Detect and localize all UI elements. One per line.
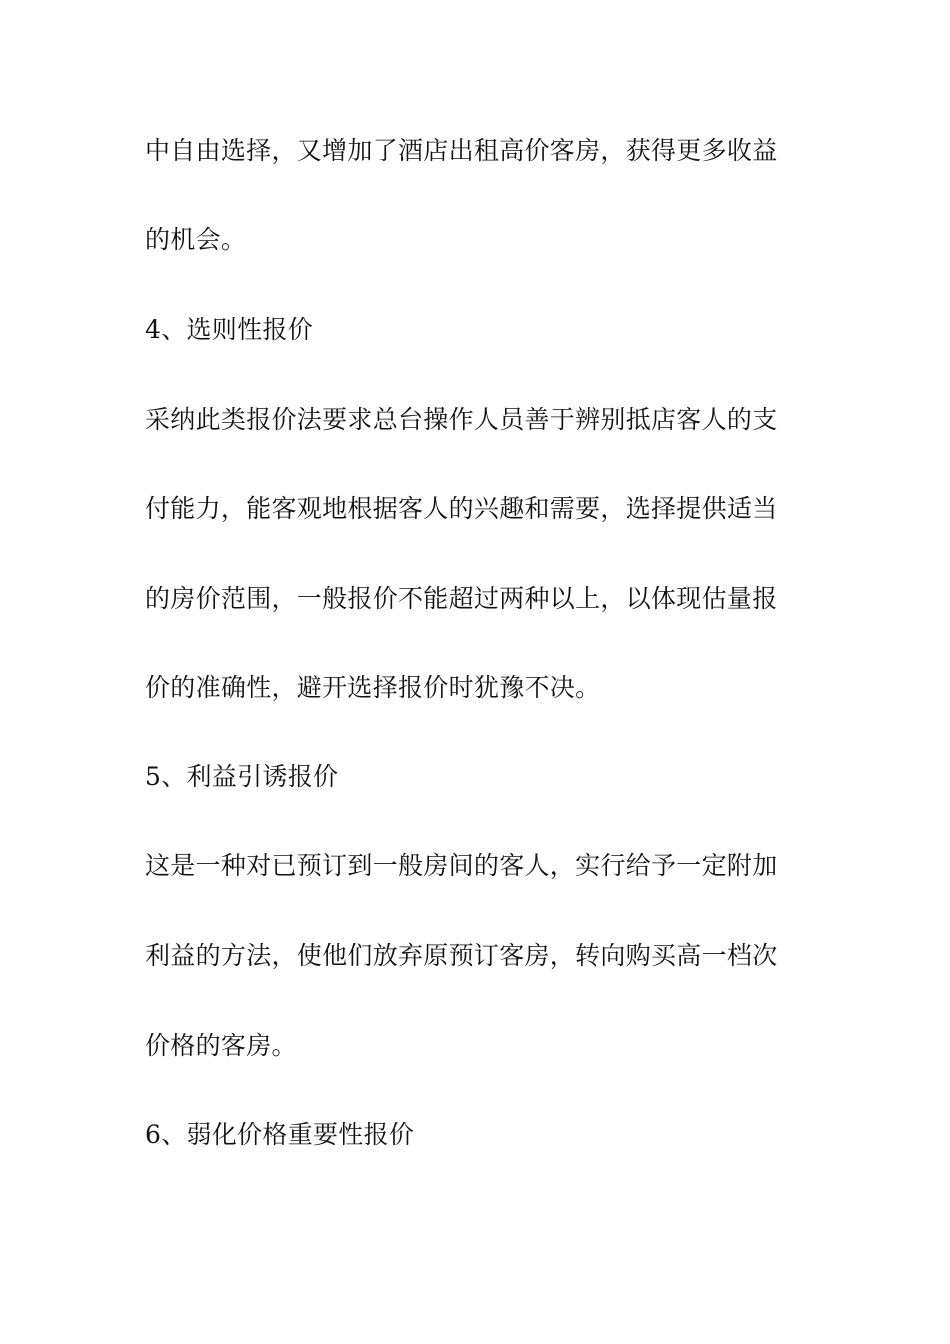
paragraph-line: 采纳此类报价法要求总台操作人员善于辨别抵店客人的支 — [145, 405, 778, 434]
section-heading: 4、选则性报价 — [145, 315, 314, 344]
paragraph-line: 这是一种对已预订到一般房间的客人，实行给予一定附加 — [145, 851, 778, 880]
paragraph-line: 的机会。 — [145, 225, 247, 254]
section-heading: 6、弱化价格重要性报价 — [145, 1120, 415, 1149]
paragraph-line: 的房价范围，一般报价不能超过两种以上，以体现估量报 — [145, 584, 778, 613]
paragraph-line: 价格的客房。 — [145, 1031, 297, 1060]
paragraph-line: 价的准确性，避开选择报价时犹豫不决。 — [145, 673, 601, 702]
paragraph-line: 利益的方法，使他们放弃原预订客房，转向购买高一档次 — [145, 941, 778, 970]
section-heading: 5、利益引诱报价 — [145, 762, 339, 791]
paragraph-line: 中自由选择，又增加了酒店出租高价客房，获得更多收益 — [145, 136, 778, 165]
paragraph-line: 付能力，能客观地根据客人的兴趣和需要，选择提供适当 — [145, 494, 778, 523]
